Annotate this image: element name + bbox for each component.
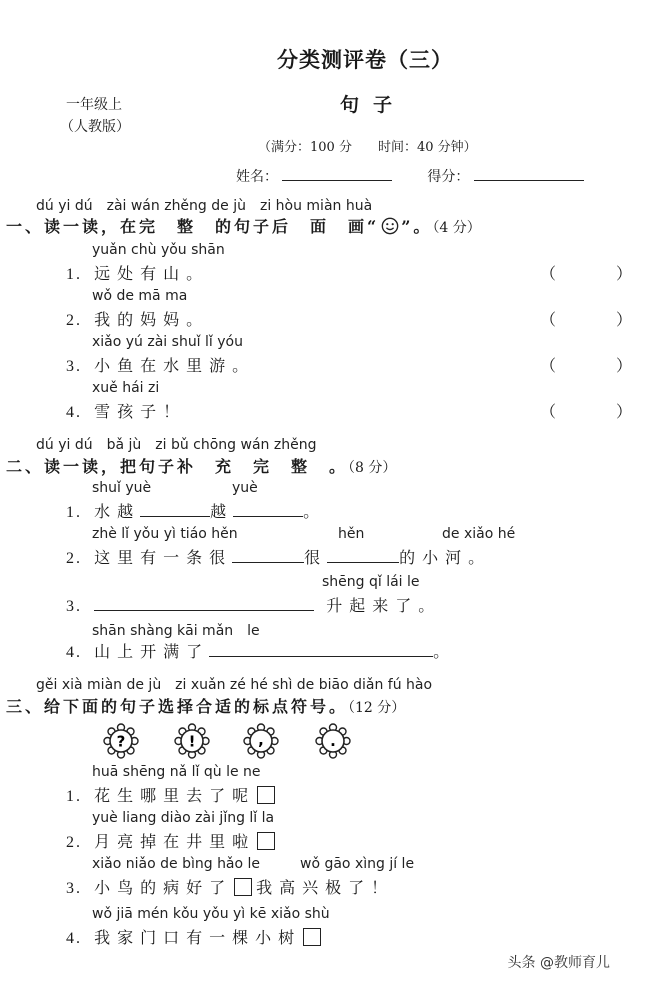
- item-text: 。: [303, 502, 327, 521]
- score-label: 得分：: [427, 169, 470, 185]
- item-number: 4.: [66, 404, 82, 421]
- name-field[interactable]: [282, 166, 392, 181]
- s2-item1-pinyin-a: shuǐ yuè: [92, 480, 152, 496]
- svg-text:!: !: [188, 732, 196, 751]
- s3-item4-pinyin: wǒ jiā mén kǒu yǒu yì kē xiǎo shù: [92, 906, 330, 922]
- s2-item3: [66, 593, 441, 616]
- s1-item3: [66, 353, 255, 376]
- edition-label: （人教版）: [60, 119, 130, 135]
- item-number: 2.: [66, 834, 82, 851]
- name-score-line: [236, 166, 584, 186]
- item-number: 1.: [66, 266, 82, 283]
- section2-heading: [6, 454, 396, 477]
- section3-heading-text: 三、给下面的句子选择合适的标点符号。: [6, 697, 349, 716]
- blank-field[interactable]: [94, 596, 314, 611]
- s3-item2: [66, 829, 279, 852]
- section1-heading-text: 一、读一读，在完 整 的句子后 面 画“: [6, 217, 380, 236]
- s2-item1: [66, 499, 326, 522]
- item-text: 的小河。: [399, 548, 492, 567]
- answer-box[interactable]: [257, 832, 275, 850]
- answer-box[interactable]: [234, 878, 252, 896]
- s3-item2-pinyin: yuè liang diào zài jǐng lǐ la: [92, 810, 275, 826]
- s3-item4: [66, 925, 325, 948]
- section1-pinyin: dú yi dú zài wán zhěng de jù zi hòu miàn huà: [36, 198, 373, 214]
- item-text: 我的妈妈。: [94, 310, 210, 329]
- s2-item2-pinyin-c: de xiǎo hé: [442, 526, 516, 542]
- section3-pinyin: gěi xià miàn de jù zi xuǎn zé hé shì de biāo diǎn fú hào: [36, 677, 433, 693]
- s1-item4-answer[interactable]: （ ）: [540, 402, 654, 421]
- watermark: 头条 @教师育儿: [507, 955, 610, 971]
- s2-item2: [66, 545, 491, 568]
- section2-heading-text: 二、读一读，把句子补 充 完 整 。: [6, 457, 349, 476]
- item-text: 月亮掉在井里啦: [94, 832, 256, 851]
- s3-item1: [66, 783, 279, 806]
- svg-text:?: ?: [116, 732, 126, 751]
- s1-item3-pinyin: xiǎo yú zài shuǐ lǐ yóu: [92, 334, 243, 350]
- comma-flower-icon: [244, 724, 278, 758]
- item-text: 小鸟的病好了: [94, 878, 233, 897]
- section2-pinyin: dú yi dú bǎ jù zi bǔ chōng wán zhěng: [36, 437, 317, 453]
- svg-text:.: .: [330, 732, 336, 750]
- blank-field[interactable]: [232, 548, 304, 563]
- page-title: 分类测评卷（三）: [277, 47, 453, 72]
- item-text: 很: [304, 548, 328, 567]
- item-text: 花生哪里去了呢: [94, 786, 256, 805]
- answer-box[interactable]: [303, 928, 321, 946]
- item-text: 这里有一条很: [94, 548, 233, 567]
- s1-item4: [66, 399, 186, 422]
- item-number: 1.: [66, 788, 82, 805]
- section3-points: （12 分）: [348, 700, 406, 716]
- section1-heading-end: ”。: [401, 217, 433, 236]
- period-flower-icon: [316, 724, 350, 758]
- blank-field[interactable]: [209, 642, 433, 657]
- item-text: 小鱼在水里游。: [94, 356, 256, 375]
- item-number: 1.: [66, 504, 82, 521]
- name-label: 姓名：: [236, 169, 278, 185]
- s3-item1-pinyin: huā shēng nǎ lǐ qù le ne: [92, 764, 261, 780]
- score-field[interactable]: [474, 166, 584, 181]
- s3-item3-pinyin-b: wǒ gāo xìng jí le: [300, 856, 415, 872]
- s1-item4-pinyin: xuě hái zi: [92, 380, 160, 396]
- exclamation-mark-flower-icon: [175, 724, 209, 758]
- svg-text:,: ,: [258, 731, 264, 749]
- blank-field[interactable]: [327, 548, 399, 563]
- s2-item1-pinyin-b: yuè: [232, 480, 258, 496]
- s2-item3-pinyin: shēng qǐ lái le: [322, 574, 420, 590]
- s2-item4: [66, 639, 456, 662]
- topic-subtitle: 句子: [340, 94, 407, 116]
- question-mark-flower-icon: [104, 724, 138, 758]
- item-text: 山上开满了: [94, 642, 210, 661]
- item-text: 我家门口有一棵小树: [94, 928, 302, 947]
- s2-item4-pinyin: shān shàng kāi mǎn le: [92, 623, 260, 639]
- item-text: 。: [433, 642, 457, 661]
- item-number: 3.: [66, 880, 82, 897]
- item-text: 雪孩子！: [94, 402, 187, 421]
- section1-points: （4 分）: [432, 220, 481, 236]
- item-text: 远处有山。: [94, 264, 210, 283]
- s1-item1-answer[interactable]: （ ）: [540, 264, 654, 283]
- s1-item1-pinyin: yuǎn chù yǒu shān: [92, 242, 225, 258]
- blank-field[interactable]: [233, 502, 303, 517]
- item-number: 2.: [66, 550, 82, 567]
- item-text: 水越: [94, 502, 141, 521]
- s1-item2-pinyin: wǒ de mā ma: [92, 288, 188, 304]
- s2-item2-pinyin-b: hěn: [338, 526, 365, 542]
- score-time-info: （满分：100 分 时间：40 分钟）: [258, 140, 477, 155]
- item-number: 3.: [66, 358, 82, 375]
- s3-item3-pinyin-a: xiǎo niǎo de bìng hǎo le: [92, 856, 261, 872]
- item-number: 4.: [66, 644, 82, 661]
- section2-points: （8 分）: [348, 460, 397, 476]
- item-text: 越: [210, 502, 234, 521]
- smiley-icon: [381, 217, 399, 235]
- section3-heading: [6, 694, 405, 717]
- s1-item3-answer[interactable]: （ ）: [540, 356, 654, 375]
- s2-item2-pinyin-a: zhè lǐ yǒu yì tiáo hěn: [92, 526, 238, 542]
- item-number: 4.: [66, 930, 82, 947]
- item-text: 我高兴极了！: [256, 878, 395, 897]
- item-number: 3.: [66, 598, 82, 615]
- section1-heading: [6, 214, 481, 237]
- s1-item2: [66, 307, 209, 330]
- answer-box[interactable]: [257, 786, 275, 804]
- s3-item3: [66, 875, 394, 898]
- s1-item2-answer[interactable]: （ ）: [540, 310, 654, 329]
- blank-field[interactable]: [140, 502, 210, 517]
- item-text: 升起来了。: [326, 596, 442, 615]
- grade-label: 一年级上: [66, 97, 122, 113]
- item-number: 2.: [66, 312, 82, 329]
- s1-item1: [66, 261, 209, 284]
